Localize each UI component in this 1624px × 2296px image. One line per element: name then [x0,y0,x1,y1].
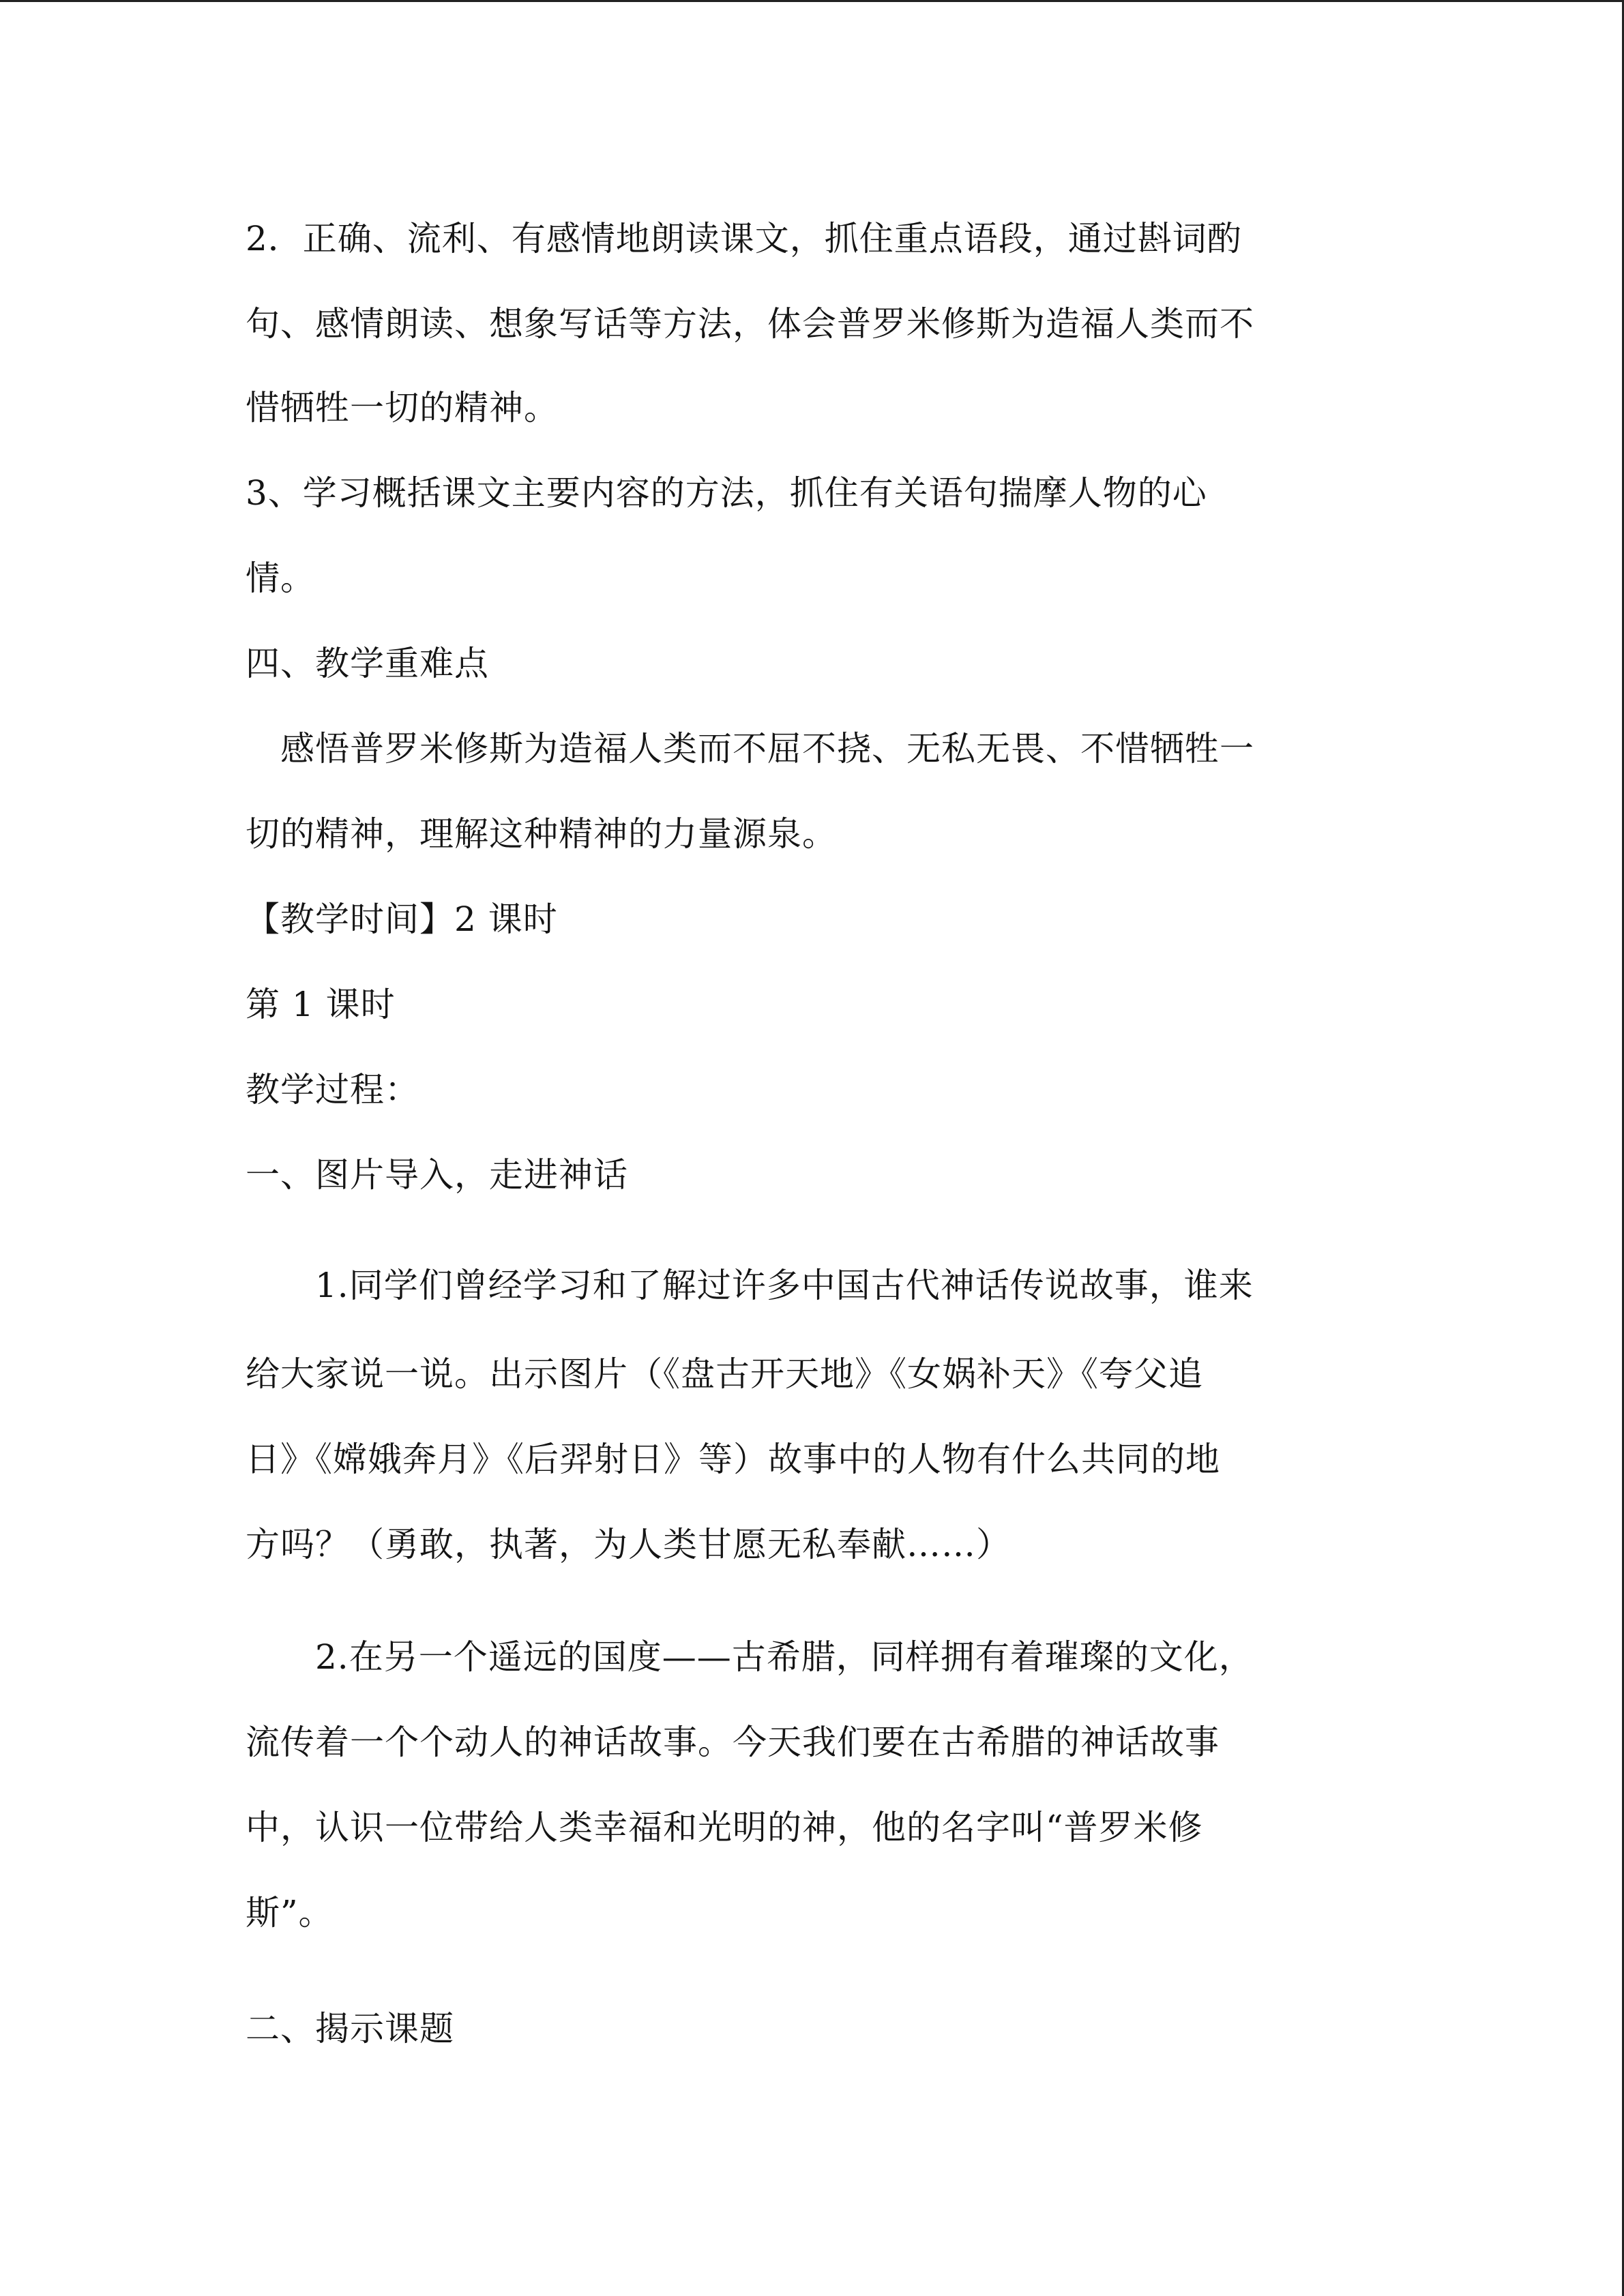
text-line: 方吗？（勇敢，执著，为人类甘愿无私奉献……） [246,1525,1011,1564]
text-line: 1.同学们曾经学习和了解过许多中国古代神话传说故事，谁来 [246,1266,1254,1305]
section-heading: 二、揭示课题 [246,2009,454,2048]
text-line: 2.在另一个遥远的国度——古希腊，同样拥有着璀璨的文化， [246,1637,1254,1677]
text-line: 感悟普罗米修斯为造福人类而不屈不挠、无私无畏、不惜牺牲一 [246,729,1254,769]
section-heading: 四、教学重难点 [246,644,489,683]
text-line: 句、感情朗读、想象写话等方法，体会普罗米修斯为造福人类而不 [246,304,1254,344]
section-heading: 教学过程： [246,1070,419,1109]
teaching-time: 【教学时间】2 课时 [246,899,558,939]
text-line: 情。 [246,558,315,598]
lesson-number: 第 1 课时 [246,985,396,1024]
text-line: 切的精神，理解这种精神的力量源泉。 [246,814,837,854]
text-line: 3、学习概括课文主要内容的方法，抓住有关语句揣摩人物的心 [246,473,1207,513]
text-line: 中，认识一位带给人类幸福和光明的神，他的名字叫“普罗米修 [246,1808,1203,1847]
text-line: 日》《嫦娥奔月》《后羿射日》等）故事中的人物有什么共同的地 [246,1440,1220,1479]
text-line: 2．正确、流利、有感情地朗读课文，抓住重点语段，通过斟词酌 [246,219,1242,258]
text-line: 斯”。 [246,1893,334,1933]
text-line: 给大家说一说。出示图片（《盘古开天地》《女娲补天》《夸父追 [246,1354,1203,1394]
section-heading: 一、图片导入，走进神话 [246,1155,628,1195]
text-line: 流传着一个个动人的神话故事。今天我们要在古希腊的神话故事 [246,1723,1220,1762]
text-line: 惜牺牲一切的精神。 [246,388,559,428]
